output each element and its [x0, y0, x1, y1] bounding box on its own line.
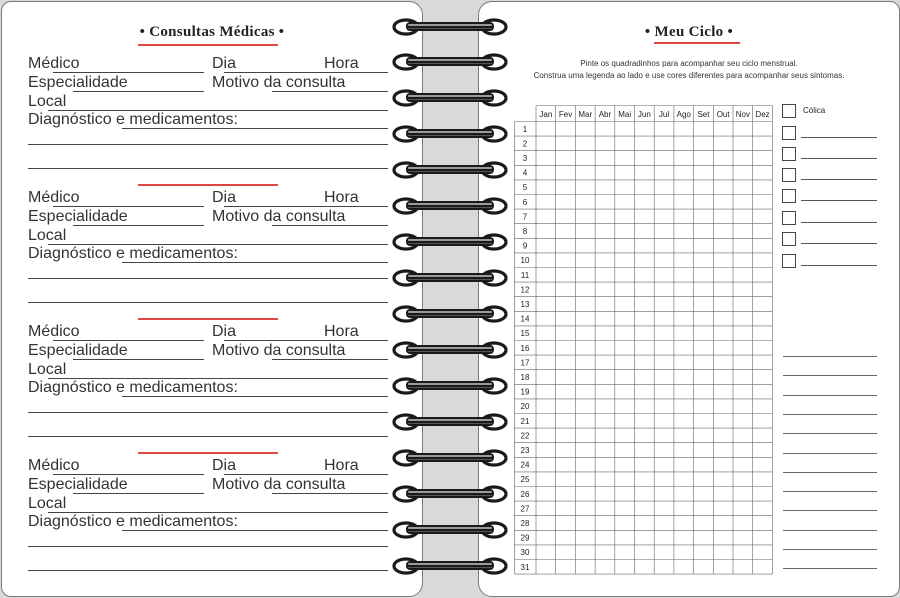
especialidade-field-line [73, 91, 204, 92]
day-label: 11 [520, 270, 530, 280]
day-label: 25 [520, 475, 530, 485]
spiral-ring [392, 268, 508, 288]
day-label: 2 [522, 139, 528, 149]
legend-checkbox[interactable] [782, 147, 796, 161]
spiral-ring [392, 376, 508, 396]
local-field-label: Local [28, 361, 67, 378]
dia-field-label: Dia [212, 457, 237, 474]
hora-field-line [342, 206, 388, 207]
legend-entry-line[interactable] [801, 158, 877, 159]
especialidade-field-line [73, 359, 204, 360]
spiral-ring [392, 520, 508, 540]
diagnostico-field-line [122, 128, 388, 129]
legend-entry-line[interactable] [801, 265, 877, 266]
diagnostico-field[interactable] [28, 513, 388, 533]
legend-entry-line[interactable] [801, 200, 877, 201]
diagnostico-field[interactable] [28, 245, 388, 265]
especialidade-field-label: Especialidade [28, 74, 128, 91]
hora-field-line [342, 340, 388, 341]
cycle-tracker-grid [514, 105, 776, 575]
motivo-field[interactable] [212, 342, 388, 362]
title-underline [654, 42, 740, 44]
month-header: Jul [658, 110, 670, 119]
local-field-label: Local [28, 93, 67, 110]
hora-field-line [342, 474, 388, 475]
motivo-field[interactable] [212, 74, 388, 94]
motivo-field[interactable] [212, 476, 388, 496]
hora-field-line [342, 72, 388, 73]
especialidade-field-line [73, 493, 204, 494]
day-label: 22 [520, 431, 530, 441]
medico-field-line [53, 206, 204, 207]
medico-field-line [53, 340, 204, 341]
spiral-ring [392, 52, 508, 72]
notes-line[interactable] [783, 414, 877, 415]
legend-entry-line[interactable] [801, 179, 877, 180]
day-label: 6 [522, 197, 528, 207]
day-label: 28 [520, 519, 530, 528]
spiral-ring [392, 448, 508, 468]
diagnostico-extra-line[interactable] [28, 278, 388, 279]
day-label: 29 [520, 533, 530, 543]
medico-field-label: Médico [28, 55, 80, 72]
title-underline [138, 44, 278, 46]
diagnostico-extra-line[interactable] [28, 144, 388, 145]
legend-checkbox[interactable] [782, 232, 796, 246]
motivo-field-label: Motivo da consulta [212, 74, 346, 91]
day-label: 12 [520, 285, 530, 295]
medico-field-line [53, 474, 204, 475]
day-label: 19 [520, 387, 530, 397]
spiral-ring [392, 412, 508, 432]
legend-checkbox[interactable] [782, 126, 796, 140]
hora-field-label: Hora [324, 457, 359, 474]
month-header: Mai [618, 110, 632, 119]
day-label: 27 [520, 504, 530, 514]
motivo-field-label: Motivo da consulta [212, 208, 346, 225]
spiral-ring [392, 196, 508, 216]
day-label: 30 [520, 548, 530, 558]
motivo-field-line [272, 225, 388, 226]
day-label: 4 [522, 168, 528, 178]
month-header: Jun [637, 110, 651, 119]
notes-line[interactable] [783, 433, 877, 434]
notes-line[interactable] [783, 510, 877, 511]
legend-checkbox[interactable] [782, 189, 796, 203]
especialidade-field-label: Especialidade [28, 342, 128, 359]
notes-line[interactable] [783, 568, 877, 569]
notes-line[interactable] [783, 549, 877, 550]
day-label: 31 [520, 562, 530, 572]
motivo-field-label: Motivo da consulta [212, 342, 346, 359]
day-label: 5 [522, 183, 528, 193]
especialidade-field-label: Especialidade [28, 476, 128, 493]
day-label: 10 [520, 256, 530, 266]
diagnostico-field-line [122, 396, 388, 397]
day-label: 18 [520, 373, 530, 382]
day-label: 15 [520, 329, 530, 339]
legend-label-colica: Cólica [803, 106, 826, 115]
month-header: Nov [735, 110, 750, 119]
month-header: Mar [578, 110, 593, 119]
legend-checkbox[interactable] [782, 104, 796, 118]
medico-field-label: Médico [28, 189, 80, 206]
motivo-field-line [272, 359, 388, 360]
motivo-field[interactable] [212, 208, 388, 228]
hora-field-label: Hora [324, 323, 359, 340]
diagnostico-extra-line[interactable] [28, 412, 388, 413]
medico-field-line [53, 72, 204, 73]
month-header: Out [716, 110, 730, 119]
especialidade-field-label: Especialidade [28, 208, 128, 225]
spiral-ring [392, 124, 508, 144]
month-header: Set [697, 110, 710, 119]
month-header: Abr [598, 110, 612, 119]
diagnostico-field-line [122, 530, 388, 531]
diagnostico-extra-line[interactable] [28, 436, 388, 437]
legend-entry-line[interactable] [801, 137, 877, 138]
dia-field-label: Dia [212, 55, 237, 72]
day-label: 26 [520, 489, 530, 499]
month-header: Jan [539, 110, 553, 119]
day-label: 13 [520, 300, 530, 309]
diagnostico-field-label: Diagnóstico e medicamentos: [28, 245, 238, 262]
legend-entry-line[interactable] [801, 243, 877, 244]
medico-field-label: Médico [28, 323, 80, 340]
diagnostico-field[interactable] [28, 111, 388, 131]
left-page [1, 1, 423, 597]
local-field-label: Local [28, 495, 67, 512]
spiral-ring [392, 160, 508, 180]
day-label: 8 [522, 227, 528, 236]
diagnostico-field[interactable] [28, 379, 388, 399]
month-header: Fev [558, 110, 573, 119]
consultas-title: • Consultas Médicas • [139, 24, 285, 40]
especialidade-field-line [73, 225, 204, 226]
notes-line[interactable] [783, 491, 877, 492]
diagnostico-extra-line[interactable] [28, 570, 388, 571]
notes-line[interactable] [783, 472, 877, 473]
spiral-ring [392, 556, 508, 576]
medico-field-label: Médico [28, 457, 80, 474]
notes-line[interactable] [783, 375, 877, 376]
diagnostico-field-label: Diagnóstico e medicamentos: [28, 379, 238, 396]
day-label: 14 [520, 314, 530, 324]
day-label: 21 [520, 416, 530, 426]
day-label: 24 [520, 460, 530, 470]
day-label: 3 [522, 154, 528, 163]
section-divider [138, 184, 278, 186]
instruction-line-2: Construa uma legenda ao lado e use cores diferentes para acompanhar seus sintomas. [533, 71, 845, 80]
section-divider [138, 318, 278, 320]
day-label: 20 [520, 402, 530, 412]
month-header: Dez [755, 110, 770, 119]
diagnostico-field-label: Diagnóstico e medicamentos: [28, 111, 238, 128]
legend-checkbox[interactable] [782, 211, 796, 225]
diagnostico-field-label: Diagnóstico e medicamentos: [28, 513, 238, 530]
day-label: 16 [520, 343, 530, 353]
spiral-ring [392, 304, 508, 324]
diagnostico-extra-line[interactable] [28, 546, 388, 547]
notes-line[interactable] [783, 530, 877, 531]
instruction-line-1: Pinte os quadradinhos para acompanhar seu ciclo menstrual. [580, 59, 798, 68]
spiral-ring [392, 17, 508, 37]
diagnostico-extra-line[interactable] [28, 302, 388, 303]
hora-field-label: Hora [324, 189, 359, 206]
notes-line[interactable] [783, 453, 877, 454]
notes-line[interactable] [783, 356, 877, 357]
hora-field-label: Hora [324, 55, 359, 72]
spiral-ring [392, 484, 508, 504]
legend-checkbox[interactable] [782, 168, 796, 182]
motivo-field-line [272, 493, 388, 494]
spiral-ring [392, 340, 508, 360]
motivo-field-line [272, 91, 388, 92]
day-label: 7 [522, 212, 528, 222]
notes-line[interactable] [783, 395, 877, 396]
spiral-ring [392, 232, 508, 252]
dia-field-label: Dia [212, 189, 237, 206]
legend-entry-line[interactable] [801, 222, 877, 223]
dia-field-label: Dia [212, 323, 237, 340]
day-label: 9 [522, 241, 528, 251]
diagnostico-extra-line[interactable] [28, 168, 388, 169]
diagnostico-field-line [122, 262, 388, 263]
local-field-label: Local [28, 227, 67, 244]
spiral-ring [392, 88, 508, 108]
day-label: 1 [522, 124, 528, 134]
legend-checkbox[interactable] [782, 254, 796, 268]
motivo-field-label: Motivo da consulta [212, 476, 346, 493]
day-label: 23 [520, 446, 530, 455]
month-header: Ago [676, 110, 691, 119]
day-label: 17 [520, 358, 530, 368]
meu-ciclo-title: • Meu Ciclo • [644, 24, 734, 40]
section-divider [138, 452, 278, 454]
